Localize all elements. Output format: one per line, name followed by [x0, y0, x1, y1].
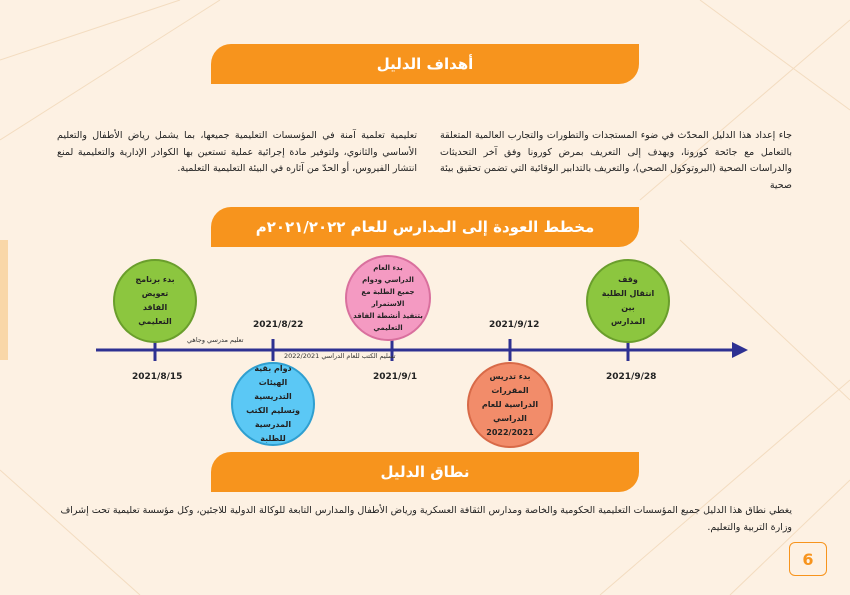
label-book-delivery: تسليم الكتب للعام الدراسي 2022/2021 [284, 352, 396, 360]
date-2021-9-28: 2021/9/28 [606, 372, 657, 382]
scope-paragraph: يغطي نطاق هذا الدليل جميع المؤسسات التعليمية الحكومية والخاصة ومدارس الثقافة العسكرية ورياض الأطفال والمدارس التابعة للوكالة الدولية للاجئين، وكل مؤسسة تعليمية تحت إشراف وزارة التربية والتعليم. [60, 505, 792, 533]
event-compensation-program: بدء برنامج تعويض الفاقد التعليمي [113, 259, 197, 343]
section-title-plan: مخطط العودة إلى المدارس للعام ٢٠٢١/٢٠٢٢م [255, 218, 595, 236]
section-title-goals: أهداف الدليل [376, 55, 474, 73]
date-2021-9-12: 2021/9/12 [489, 320, 540, 330]
date-2021-8-22: 2021/8/22 [253, 320, 304, 330]
section-title-scope: نطاق الدليل [380, 463, 470, 481]
event-curriculum-start: بدء تدريس المقررات الدراسية للعام الدراسي 2022/2021 [467, 362, 553, 448]
page-number: 6 [789, 542, 827, 576]
event-stop-transfers: وقف انتقال الطلبة بين المدارس [586, 259, 670, 343]
date-2021-8-15: 2021/8/15 [132, 372, 183, 382]
event-school-year-start: بدء العام الدراسي ودوام جميع الطلبة مع الاستمرار بتنفيذ أنشطة الفاقد التعليمي [345, 255, 431, 341]
timeline-arrowhead [732, 342, 748, 358]
label-in-person-learning: تعليم مدرسي وجاهي [187, 336, 244, 344]
event-staff-attendance: دوام بقية الهيئات التدريسية وتسليم الكتب المدرسية للطلبة [231, 362, 315, 446]
section-banner-scope [211, 452, 639, 492]
goals-paragraph-left: تعليمية تعلمية آمنة في المؤسسات التعليمية جميعها، بما يشمل رياض الأطفال والتعليم الأساسي والثانوي، ولتوفير مادة إجرائية عملية تستعين بها الكوادر الإدارية والتعليمية لمنع انتشار الفيروس، أو الحدّ من آثاره في البيئة التعليمية التعلمية. [57, 130, 417, 174]
date-2021-9-1: 2021/9/1 [373, 372, 418, 382]
goals-paragraph-right: جاء إعداد هذا الدليل المحدّث في ضوء المستجدات والتطورات والتجارب العالمية المتعلقة بالتعامل مع جائحة كورونا، ويهدف إلى التعريف بمرض كورونا وفق آخر التحديثات والدراسات الصحية (البروتوكول الصحي)، والتعريف بالتدابير الوقائية التي تضمن تحقيق بيئة صحية [440, 130, 792, 191]
